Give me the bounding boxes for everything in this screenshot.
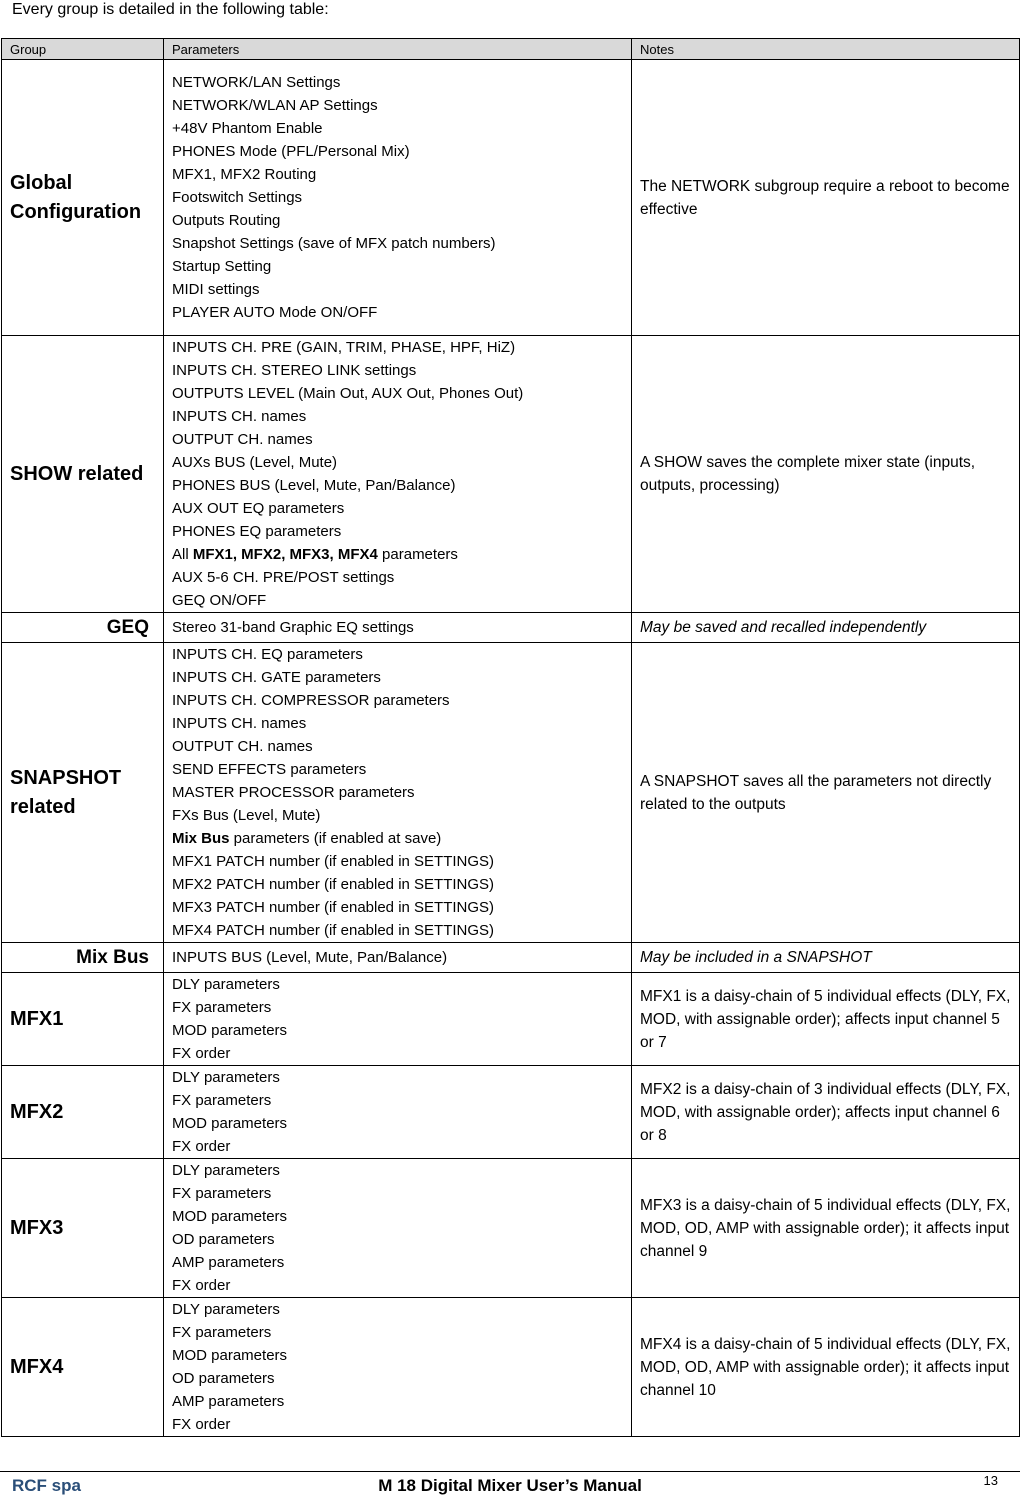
parameter-item: AUX OUT EQ parameters (172, 500, 345, 517)
parameter-item: FX parameters (172, 1324, 272, 1341)
group-name: MFX3 (2, 1159, 164, 1298)
parameter-item: PHONES BUS (Level, Mute, Pan/Balance) (172, 477, 456, 494)
group-name: Mix Bus (2, 943, 164, 973)
parameter-item: OD parameters (172, 1370, 275, 1387)
param-bold: MFX1, MFX2, MFX3, MFX4 (192, 546, 378, 563)
parameter-item: PHONES EQ parameters (172, 523, 342, 540)
group-name: SNAPSHOT related (2, 643, 164, 943)
parameter-item: FX order (172, 1138, 231, 1155)
parameter-item: FX parameters (172, 1185, 272, 1202)
page-number: 13 (983, 1473, 998, 1488)
parameter-item: PLAYER AUTO Mode ON/OFF (172, 304, 378, 321)
parameter-item: FX parameters (172, 999, 272, 1016)
parameter-item: AMP parameters (172, 1254, 285, 1271)
parameter-item: Stereo 31-band Graphic EQ settings (172, 619, 414, 636)
header-group: Group (2, 39, 164, 60)
parameter-item: FXs Bus (Level, Mute) (172, 807, 321, 824)
group-notes: MFX2 is a daisy-chain of 3 individual effects (DLY, FX, MOD, with assignable order); affects input channel 6 or 8 (632, 1066, 1020, 1159)
parameter-item: AUX 5-6 CH. PRE/POST settings (172, 569, 395, 586)
group-name: MFX1 (2, 973, 164, 1066)
parameter-item: AUXs BUS (Level, Mute) (172, 454, 338, 471)
table-row (2, 1159, 1020, 1298)
parameter-item: Outputs Routing (172, 212, 281, 229)
group-notes: MFX3 is a daisy-chain of 5 individual effects (DLY, FX, MOD, OD, AMP with assignable order); it affects input channel 9 (632, 1159, 1020, 1298)
parameter-item-mixed (172, 543, 623, 566)
parameter-list (164, 943, 632, 973)
parameter-item: INPUTS CH. EQ parameters (172, 646, 363, 663)
parameter-item: MOD parameters (172, 1115, 288, 1132)
parameter-list (164, 60, 632, 336)
parameter-item: MASTER PROCESSOR parameters (172, 784, 415, 801)
header-parameters: Parameters (164, 39, 632, 60)
table-row (2, 336, 1020, 613)
parameter-item: Snapshot Settings (save of MFX patch numbers) (172, 235, 496, 252)
footer-title: M 18 Digital Mixer User’s Manual (378, 1476, 642, 1495)
param-prefix: All (172, 546, 193, 563)
parameter-item: MOD parameters (172, 1208, 288, 1225)
parameter-item: MFX4 PATCH number (if enabled in SETTINGS) (172, 922, 495, 939)
table-row (2, 613, 1020, 643)
group-name: MFX2 (2, 1066, 164, 1159)
parameter-item: MFX3 PATCH number (if enabled in SETTINGS) (172, 899, 495, 916)
intro-text: Every group is detailed in the following table: (12, 1, 329, 18)
group-notes: MFX1 is a daisy-chain of 5 individual effects (DLY, FX, MOD, with assignable order); affects input channel 5 or 7 (632, 973, 1020, 1066)
parameter-item: Startup Setting (172, 258, 272, 275)
table-row (2, 943, 1020, 973)
group-notes: May be included in a SNAPSHOT (632, 943, 1020, 973)
group-notes: A SHOW saves the complete mixer state (inputs, outputs, processing) (632, 336, 1020, 613)
parameter-list (164, 1159, 632, 1298)
group-notes: The NETWORK subgroup require a reboot to become effective (632, 60, 1020, 336)
parameter-item: MFX1, MFX2 Routing (172, 166, 317, 183)
parameter-item: FX order (172, 1416, 231, 1433)
parameter-item: FX parameters (172, 1092, 272, 1109)
footer-company: RCF spa (12, 1476, 81, 1495)
parameter-item: NETWORK/WLAN AP Settings (172, 97, 378, 114)
parameter-item: OUTPUTS LEVEL (Main Out, AUX Out, Phones Out) (172, 385, 524, 402)
parameter-list (164, 1298, 632, 1437)
parameter-list (164, 336, 632, 613)
parameter-item: INPUTS BUS (Level, Mute, Pan/Balance) (172, 949, 448, 966)
param-suffix: parameters (if enabled at save) (229, 830, 442, 847)
parameter-item: INPUTS CH. GATE parameters (172, 669, 381, 686)
parameter-list (164, 643, 632, 943)
group-notes: MFX4 is a daisy-chain of 5 individual effects (DLY, FX, MOD, OD, AMP with assignable order); it affects input channel 10 (632, 1298, 1020, 1437)
table-row (2, 643, 1020, 943)
table-row (2, 1066, 1020, 1159)
group-table (1, 38, 1020, 1437)
parameter-item: MOD parameters (172, 1347, 288, 1364)
parameter-item: AMP parameters (172, 1393, 285, 1410)
header-notes: Notes (632, 39, 1020, 60)
parameter-item-mixed (172, 827, 623, 850)
parameter-item: NETWORK/LAN Settings (172, 74, 341, 91)
parameter-item: OUTPUT CH. names (172, 431, 313, 448)
group-notes: May be saved and recalled independently (632, 613, 1020, 643)
parameter-item: INPUTS CH. names (172, 715, 307, 732)
parameter-item: PHONES Mode (PFL/Personal Mix) (172, 143, 410, 160)
group-name: Global Configuration (2, 60, 164, 336)
parameter-item: DLY parameters (172, 976, 280, 993)
parameter-item: SEND EFFECTS parameters (172, 761, 367, 778)
parameter-item: OUTPUT CH. names (172, 738, 313, 755)
parameter-list (164, 1066, 632, 1159)
parameter-item: INPUTS CH. COMPRESSOR parameters (172, 692, 450, 709)
parameter-item: DLY parameters (172, 1069, 280, 1086)
parameter-item: FX order (172, 1045, 231, 1062)
parameter-item: DLY parameters (172, 1162, 280, 1179)
table-header-row (2, 39, 1020, 60)
group-notes: A SNAPSHOT saves all the parameters not directly related to the outputs (632, 643, 1020, 943)
table-row (2, 973, 1020, 1066)
parameter-item: MFX2 PATCH number (if enabled in SETTINGS) (172, 876, 495, 893)
parameter-item: MIDI settings (172, 281, 260, 298)
parameter-item: INPUTS CH. PRE (GAIN, TRIM, PHASE, HPF, HiZ) (172, 339, 516, 356)
parameter-item: GEQ ON/OFF (172, 592, 267, 609)
param-suffix: parameters (377, 546, 458, 563)
parameter-item: MOD parameters (172, 1022, 288, 1039)
parameter-item: FX order (172, 1277, 231, 1294)
parameter-item: MFX1 PATCH number (if enabled in SETTINGS) (172, 853, 495, 870)
parameter-list (164, 973, 632, 1066)
footer-divider (0, 1471, 1020, 1472)
parameter-item: OD parameters (172, 1231, 275, 1248)
table-row (2, 60, 1020, 336)
parameter-list (164, 613, 632, 643)
parameter-item: INPUTS CH. names (172, 408, 307, 425)
param-bold: Mix Bus (172, 830, 230, 847)
table-row (2, 1298, 1020, 1437)
parameter-item: Footswitch Settings (172, 189, 303, 206)
parameter-item: +48V Phantom Enable (172, 120, 323, 137)
parameter-item: DLY parameters (172, 1301, 280, 1318)
group-name: SHOW related (2, 336, 164, 613)
group-name: MFX4 (2, 1298, 164, 1437)
parameter-item: INPUTS CH. STEREO LINK settings (172, 362, 417, 379)
group-name: GEQ (2, 613, 164, 643)
